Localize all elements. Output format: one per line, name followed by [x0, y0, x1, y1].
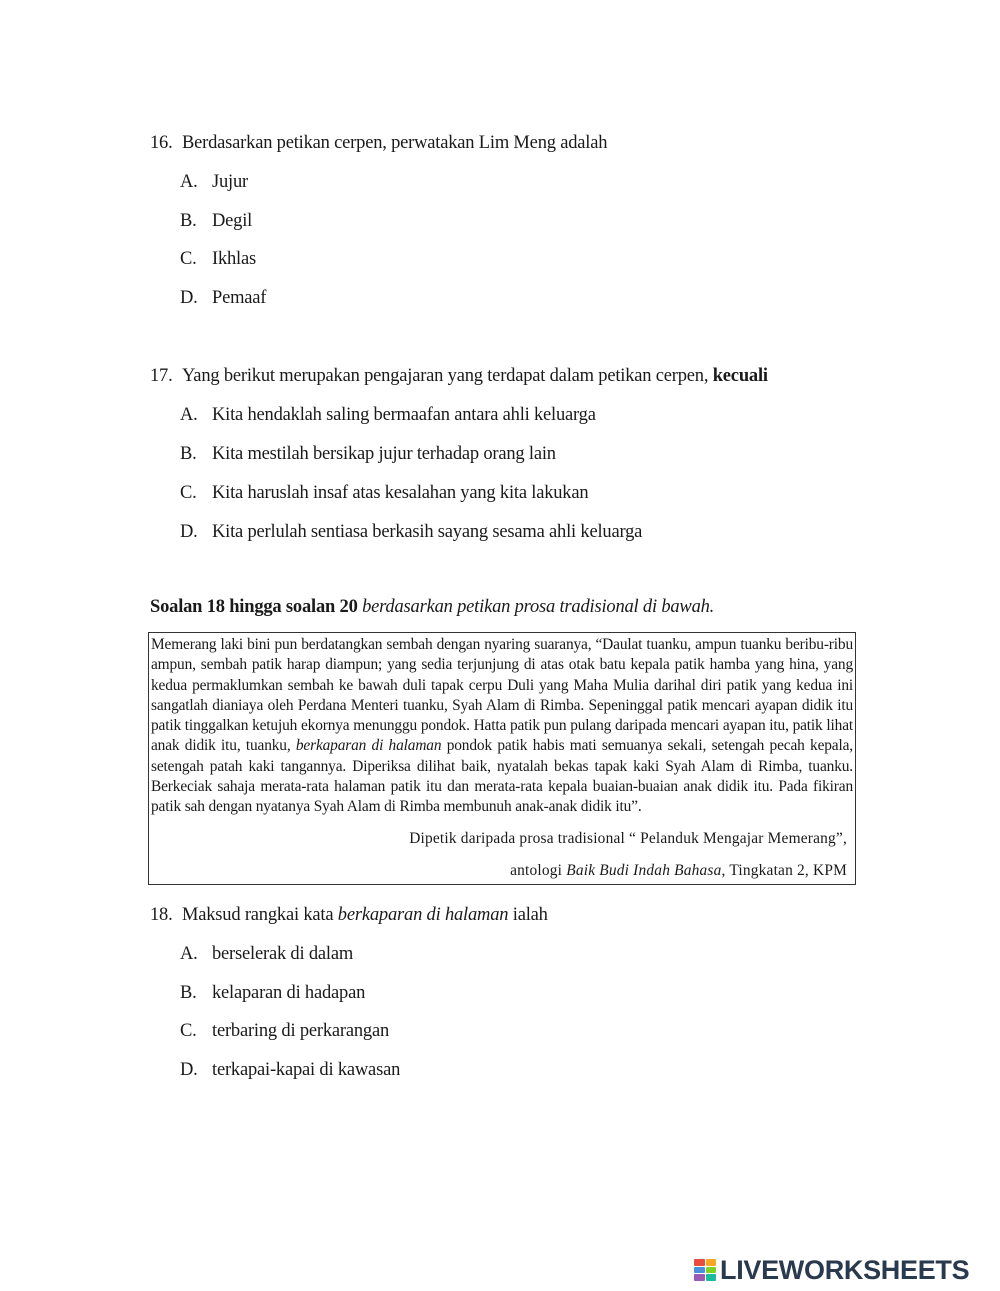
question-18-stem	[150, 905, 548, 926]
option-letter: C.	[180, 249, 197, 269]
option-letter: A.	[180, 944, 198, 964]
passage-highlight-phrase: berkaparan di halaman	[295, 737, 442, 755]
option-letter: D.	[180, 1060, 198, 1080]
option-text: berselerak di dalam	[212, 944, 354, 964]
option-text: Kita mestilah bersikap jujur terhadap orang lain	[212, 444, 556, 464]
liveworksheets-brand[interactable]	[694, 1254, 970, 1285]
section-heading-italic: berdasarkan petikan prosa tradisional di bawah.	[362, 597, 715, 617]
option-letter: A.	[180, 172, 198, 192]
passage-box	[148, 632, 856, 885]
citation-book-title: Baik Budi Indah Bahasa	[566, 862, 722, 879]
q17-option-d[interactable]	[180, 522, 642, 543]
passage-citation-line-1: Dipetik daripada prosa tradisional “ Pelanduk Mengajar Memerang”,	[409, 830, 847, 847]
liveworksheets-logo-icon	[694, 1259, 716, 1281]
logo-block	[706, 1267, 717, 1274]
option-text: Kita haruslah insaf atas kesalahan yang kita lakukan	[212, 483, 589, 503]
option-text: Pemaaf	[212, 288, 267, 308]
passage-citation-line-2	[510, 862, 847, 880]
q16-option-a[interactable]	[180, 172, 248, 193]
section-heading-bold: Soalan 18 hingga soalan 20	[150, 597, 358, 617]
q17-option-a[interactable]	[180, 405, 596, 426]
q18-option-c[interactable]	[180, 1021, 389, 1042]
q17-option-b[interactable]	[180, 444, 556, 465]
question-text-suffix: ialah	[512, 905, 548, 925]
option-letter: B.	[180, 444, 197, 464]
question-emphasis: kecuali	[712, 366, 768, 386]
question-16-stem	[150, 133, 607, 154]
citation-prefix: antologi	[510, 862, 563, 879]
citation-suffix: , Tingkatan 2, KPM	[721, 862, 847, 879]
option-text: Kita perlulah sentiasa berkasih sayang sesama ahli keluarga	[212, 522, 643, 542]
question-text: Yang berikut merupakan pengajaran yang terdapat dalam petikan cerpen,	[182, 366, 709, 386]
passage-part-2: pondok patik habis mati semuanya sekali, setengah pecah kepala, setengah patah kaki tangannya. Diperiksa dilihat baik, nyatalah bekas tapak kaki Syah Alam di Rimba, tuanku. Berkeciak sahaja merata-rata halaman patik itu dan merata-rata kepala buaian-buaian anak didik itu. Pada fikiran patik sah dengan nyatanya Syah Alam di Rimba membunuh anak-anak didik itu”.	[151, 737, 853, 816]
question-italic-phrase: berkaparan di halaman	[337, 905, 509, 925]
q18-option-b[interactable]	[180, 983, 365, 1004]
option-text: terbaring di perkarangan	[212, 1021, 390, 1041]
section-heading	[150, 597, 714, 618]
passage-text	[151, 635, 853, 818]
logo-block	[706, 1259, 717, 1266]
brand-name: LIVEWORKSHEETS	[720, 1254, 970, 1285]
question-text: Maksud rangkai kata	[182, 905, 334, 925]
question-text: Berdasarkan petikan cerpen, perwatakan Lim Meng adalah	[182, 133, 608, 153]
q18-option-a[interactable]	[180, 944, 353, 965]
option-letter: D.	[180, 288, 198, 308]
option-letter: C.	[180, 1021, 197, 1041]
question-number: 18.	[150, 905, 173, 925]
q16-option-d[interactable]	[180, 288, 266, 309]
option-letter: A.	[180, 405, 198, 425]
q16-option-b[interactable]	[180, 211, 252, 232]
option-text: Kita hendaklah saling bermaafan antara ahli keluarga	[212, 405, 596, 425]
passage-part-1: Memerang laki bini pun berdatangkan sembah dengan nyaring suaranya, “Daulat tuanku, ampun tuanku beribu-ribu ampun, sembah patik harap diampun; yang sedia terjunjung di atas otak batu kepala patik hamba yang hina, yang kedua permaklumkan sembah ke bawah duli tapak cerpu Duli yang Maha Mulia darihal diri patik yang kedua ini sangatlah dianiaya oleh Perdana Menteri tuanku, Syah Alam di Rimba. Sepeninggal patik mencari ayapan didik itu patik tinggalkan ketujuh ekornya menunggu pondok. Hatta patik pun pulang daripada mencari ayapan itu, patik lihat anak didik itu, tuanku,	[151, 636, 853, 755]
option-text: Jujur	[212, 172, 249, 192]
option-text: Degil	[212, 211, 253, 231]
option-letter: B.	[180, 211, 197, 231]
logo-block	[694, 1274, 705, 1281]
q18-option-d[interactable]	[180, 1060, 400, 1081]
option-text: terkapai-kapai di kawasan	[212, 1060, 401, 1080]
logo-block	[694, 1259, 705, 1266]
question-number: 16.	[150, 133, 173, 153]
q16-option-c[interactable]	[180, 249, 256, 270]
option-letter: C.	[180, 483, 197, 503]
logo-block	[694, 1267, 705, 1274]
question-number: 17.	[150, 366, 173, 386]
logo-block	[706, 1274, 717, 1281]
question-17-stem	[150, 366, 768, 387]
option-letter: D.	[180, 522, 198, 542]
option-text: kelaparan di hadapan	[212, 983, 366, 1003]
q17-option-c[interactable]	[180, 483, 588, 504]
option-letter: B.	[180, 983, 197, 1003]
option-text: Ikhlas	[212, 249, 257, 269]
